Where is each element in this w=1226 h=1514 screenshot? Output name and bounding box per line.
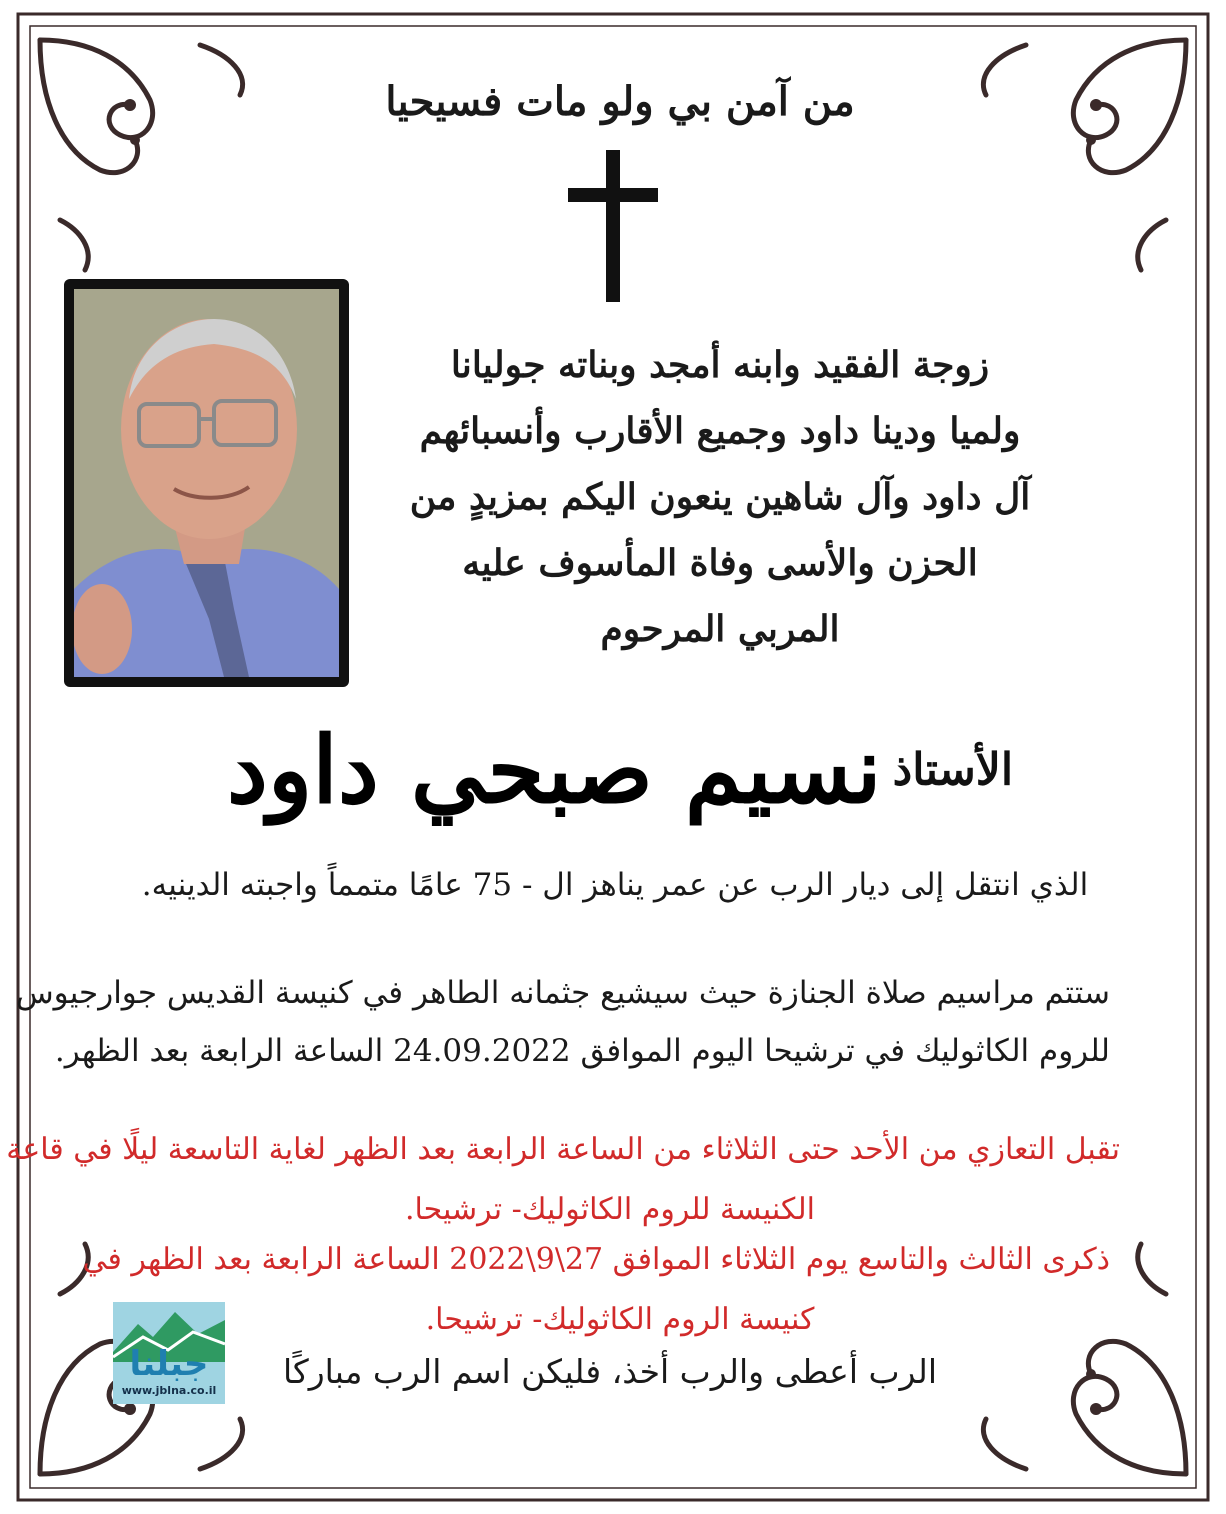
notice-text xyxy=(370,332,1070,662)
notice-line: آل داود وآل شاهين ينعون اليكم بمزيدٍ من xyxy=(409,476,1031,518)
notice-line: الحزن والأسى وفاة المأسوف عليه xyxy=(462,542,978,584)
condolences-text xyxy=(6,1120,1120,1240)
passed-text: الذي انتقل إلى ديار الرب عن عمر يناهز ال - 75 عامًا متمماً واجبته الدينيه. xyxy=(141,867,1089,903)
condolences-line: تقبل التعازي من الأحد حتى الثلاثاء من الساعة الرابعة بعد الظهر لغاية التاسعة ليلًا في قاعة xyxy=(6,1132,1120,1167)
notice-line: زوجة الفقيد وابنه أمجد وبناته جوليانا xyxy=(450,344,990,386)
funeral-line: ستتم مراسيم صلاة الجنازة حيث سيشيع جثمانه الطاهر في كنيسة القديس جوارجيوس xyxy=(15,975,1110,1011)
jbelna-logo xyxy=(113,1302,225,1404)
deceased-name: نسيم صبحي داود xyxy=(226,716,882,824)
notice-line: ولميا ودينا داود وجميع الأقارب وأنسبائهم xyxy=(419,410,1021,452)
notice-line: المربي المرحوم xyxy=(600,608,840,650)
closing-verse: الرب أعطى والرب أخذ، فليكن اسم الرب مباركًا xyxy=(282,1352,937,1391)
deceased-name-row xyxy=(140,716,1100,826)
portrait-illustration xyxy=(74,289,339,677)
memorial-text xyxy=(82,1230,1110,1350)
deceased-title: الأستاذ xyxy=(892,744,1014,796)
logo-word: جبلنا xyxy=(129,1344,209,1384)
verse-heading: من آمن بي ولو مات فسيحيا xyxy=(385,78,855,125)
memorial-line: ذكرى الثالث والتاسع يوم الثلاثاء الموافق 27\9\2022 الساعة الرابعة بعد الظهر في xyxy=(82,1242,1110,1277)
funeral-text xyxy=(15,964,1110,1080)
logo-url: www.jblna.co.il xyxy=(121,1384,217,1397)
funeral-line: للروم الكاثوليك في ترشيحا اليوم الموافق 24.09.2022 الساعة الرابعة بعد الظهر. xyxy=(54,1033,1110,1069)
condolences-line: الكنيسة للروم الكاثوليك- ترشيحا. xyxy=(404,1192,816,1227)
portrait-photo xyxy=(64,279,349,687)
memorial-line: كنيسة الروم الكاثوليك- ترشيحا. xyxy=(425,1302,815,1337)
cross-icon xyxy=(568,150,658,302)
